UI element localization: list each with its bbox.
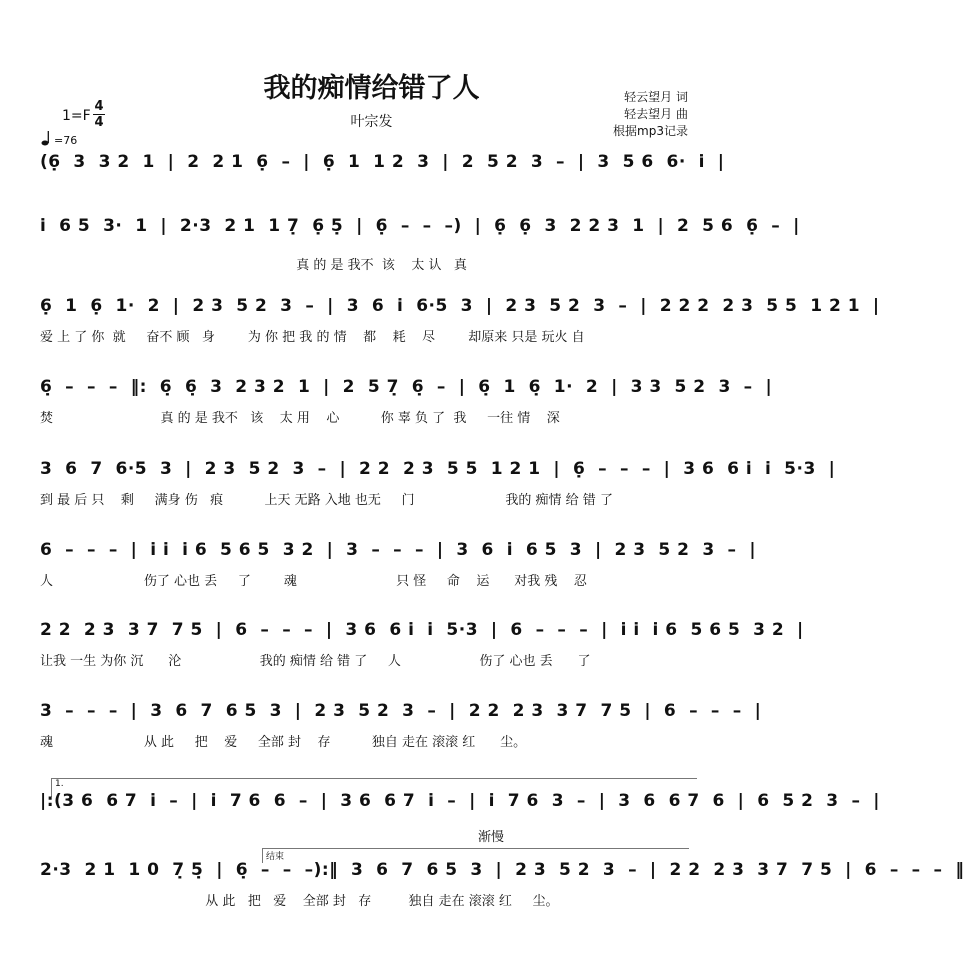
composer-credit: 轻去望月 曲 xyxy=(624,107,688,121)
notation-line: 2 2 2 3 3 7 7 5 | 6 – – – | 3 6 6 i̇ i̇ 5·3 | 6 – – – | i̇ i̇ i̇ 6 5 6 5 3 2 | xyxy=(40,620,804,640)
lyrics-line: 从 此 把 爱 全部 封 存 独自 走在 滚滚 红 尘。 xyxy=(40,894,559,909)
ending-label: 结束 xyxy=(266,852,285,862)
tempo-change-marking: 渐慢 xyxy=(478,830,505,845)
lyrics-line: 真 的 是 我不 该 太 认 真 xyxy=(40,258,467,273)
notation-line: (6̣ 3 3 2 1 | 2 2 1 6̣ – | 6̣ 1 1 2 3 | 2 5 2 3 – | 3 5 6 6· i̇ | xyxy=(40,152,725,172)
volta-label: 1. xyxy=(55,779,64,789)
lyrics-line: 到 最 后 只 剩 满身 伤 痕 上天 无路 入地 也无 门 我的 痴情 给 错 了 xyxy=(40,493,613,508)
lyricist-credit: 轻云望月 词 xyxy=(624,90,688,104)
song-title: 我的痴情给错了人 xyxy=(263,73,480,104)
lyrics-line: 魂 从 此 把 爱 全部 封 存 独自 走在 滚滚 红 尘。 xyxy=(40,735,527,750)
transcription-credit: 根据mp3记录 xyxy=(613,124,688,138)
lyrics-line: 焚 真 的 是 我不 该 太 用 心 你 辜 负 了 我 一往 情 深 xyxy=(40,411,560,426)
notation-line: i̇ 6 5 3· 1 | 2·3 2 1 1 7̣ 6̣ 5̣ | 6̣ – – –) | 6̣ 6̣ 3 2 2 3 1 | 2 5 6 6̣ – | xyxy=(40,216,800,236)
notation-line: 6̣ 1 6̣ 1· 2 | 2 3 5 2 3 – | 3 6 i̇ 6·5 3 | 2 3 5 2 3 – | 2 2 2 2 3 5 5 1 2 1 | xyxy=(40,296,880,316)
time-signature xyxy=(93,99,105,130)
notation-line: |:(3 6 6 7 i̇ – | i̇ 7 6 6 – | 3 6 6 7 i̇ – | i̇ 7 6 3 – | 3 6 6 7 6 | 6 5 2 3 – | xyxy=(40,791,881,811)
key-signature: 1=F xyxy=(62,108,91,124)
notation-line: 3 6 7 6·5 3 | 2 3 5 2 3 – | 2 2 2 3 5 5 1 2 1 | 6̣ – – – | 3 6 6 i̇ i̇ 5·3 | xyxy=(40,459,836,479)
time-signature-bottom: 4 xyxy=(94,115,104,130)
notation-line: 2·3 2 1 1 0 7̣ 5̣ | 6̣ – – –):‖ 3 6 7 6 5 3 | 2 3 5 2 3 – | 2 2 2 3 3 7 7 5 | 6 – – – ‖ xyxy=(40,860,964,880)
tempo-marking: =76 xyxy=(54,134,78,147)
notation-line: 6̣ – – – ‖: 6̣ 6̣ 3 2 3 2 1 | 2 5 7̣ 6̣ – | 6̣ 1 6̣ 1· 2 | 3 3 5 2 3 – | xyxy=(40,377,773,397)
singer-name: 叶宗发 xyxy=(350,114,393,130)
time-signature-top: 4 xyxy=(94,99,104,114)
lyrics-line: 让我 一生 为你 沉 沦 我的 痴情 给 错 了 人 伤了 心也 丢 了 xyxy=(40,654,591,669)
lyrics-line: 爱 上 了 你 就 奋不 顾 身 为 你 把 我 的 情 都 耗 尽 却原来 只是 玩火 自 xyxy=(40,330,585,345)
notation-line: 3 – – – | 3 6 7 6 5 3 | 2 3 5 2 3 – | 2 2 2 3 3 7 7 5 | 6 – – – | xyxy=(40,701,762,721)
notation-line: 6 – – – | i̇ i̇ i̇ 6 5 6 5 3 2 | 3 – – – | 3 6 i̇ 6 5 3 | 2 3 5 2 3 – | xyxy=(40,540,757,560)
quarter-note-icon xyxy=(41,130,51,146)
lyrics-line: 人 伤了 心也 丢 了 魂 只 怪 命 运 对我 残 忍 xyxy=(40,574,587,589)
